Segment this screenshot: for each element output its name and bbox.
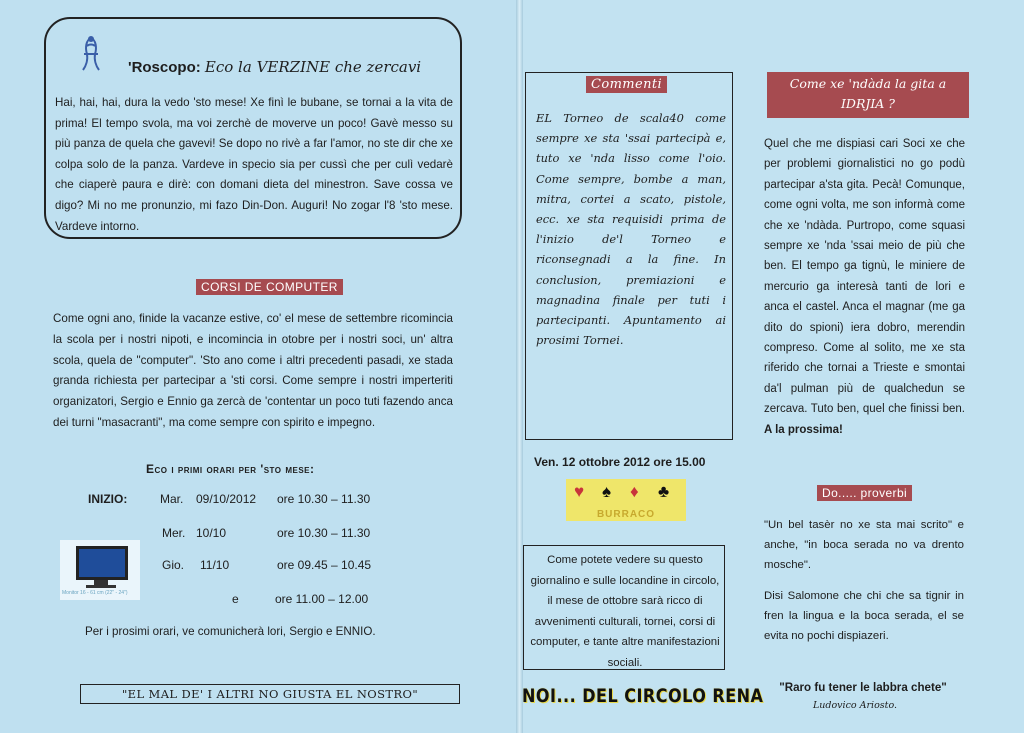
schedule-time: ore 11.00 – 12.00 xyxy=(275,592,369,606)
horoscope-subtitle: Eco la VERZINE che zercavi xyxy=(204,58,422,76)
proverbi-paragraph-1: "Un bel tasèr no xe sta mai scrito" e anche, "in boca serada no va drento mosche". xyxy=(764,519,964,572)
schedule-heading: Eco i primi orari per 'sto mese: xyxy=(146,462,315,476)
horoscope-text: Hai, hai, hai, dura la vedo 'sto mese! Xe finì le bubane, se tornai a la vita de prima! El tempo svola, ma voi zerchè de moverve un poco! Gavè messo su più panza de quela che gavevi! Se dopo no rivè a far l'amor, no ste dir che xe colpa solo de la panza. Vardeve in specio sia per cussì che per culì vedarè che ciaperè paura e dirè: con domani dieta del minestron. Save cossa ve digo? Mi no me pronunzio, mi fazo Din-Don. Auguri! No zogar l'8 'sto mese. Vardeve intorno. xyxy=(55,96,453,233)
schedule-date: e xyxy=(232,592,239,606)
commenti-title: Commenti xyxy=(586,76,667,93)
page-spine xyxy=(516,0,523,733)
schedule-date: 11/10 xyxy=(200,558,230,572)
schedule-day: Gio. xyxy=(162,558,185,572)
event-date: Ven. 12 ottobre 2012 ore 15.00 xyxy=(534,455,706,469)
schedule-start-label: INIZIO: xyxy=(88,492,128,506)
monitor-screen xyxy=(76,546,128,580)
schedule-day: Mer. xyxy=(162,526,186,540)
schedule-date: 09/10/2012 xyxy=(196,492,257,506)
commenti-text: EL Torneo de scala40 come sempre xe sta 'ssai partecipà e, tuto xe 'nda lisso come l'oio. Come sempre, bombe a man, mitra, cortei a scato, pistole, ecc. xe sta requisidi prima de l'inizio de'l Torneo e riconsegnadi a la fine. In conclusion, premiazioni e magnadina finale per tuti i partecipanti. Apuntamento ai prosimi Tornei. xyxy=(536,111,726,348)
virgo-icon xyxy=(78,34,104,76)
burraco-logo xyxy=(566,479,686,521)
club-icon: ♣ xyxy=(658,482,670,501)
heart-icon: ♥ xyxy=(574,482,585,501)
proverbi-title: Do..... proverbi xyxy=(817,485,912,501)
quote-author: Ludovico Ariosto. xyxy=(812,700,898,711)
gita-title: Come xe 'ndàda la gita a IDRJIA ? xyxy=(767,72,969,118)
masthead: NOI... DEL CIRCOLO RENA xyxy=(522,684,764,707)
schedule-day: Mar. xyxy=(160,492,184,506)
corsi-title: CORSI DE COMPUTER xyxy=(196,279,343,295)
proverbi-paragraph-2: Disi Salomone che chi che sa tignir in fren la lingua e la boca serada, el se evita no pochi dispiazeri. xyxy=(764,589,964,643)
schedule-time: ore 10.30 – 11.30 xyxy=(277,492,371,506)
gita-text xyxy=(764,134,965,440)
spade-icon: ♠ xyxy=(602,482,612,501)
monitor-image xyxy=(60,540,140,600)
corsi-text: Come ogni ano, finide la vacanze estive, co' el mese de settembre ricomincia la scola per i nostri nipoti, e incomincia in otobre per i nostri soci, un' altra scola, quela de "computer". 'Sto ano come i altri precedenti pasadi, xe stada granda richiesta per partecipar a 'sti corsi. Come sempre i nostri imperteriti organizatori, Sergio e Ennio ga zercà de 'contentar un poco tuti fazendo anca dei turni "masacranti", ma come sempre con spirito e impegno. xyxy=(53,312,453,429)
horoscope-title xyxy=(128,58,421,76)
diamond-icon: ♦ xyxy=(630,482,639,501)
gita-paragraph: Quel che me dispiasi cari Soci xe che per problemi giornalistici no go podù partecipar a'sta gita. Pecà! Comunque, come ogni volta, me son informà come che xe 'ndàda. Purtropo, come squasi sempre xe 'nda 'ssai meio de più che ben. El tempo ga tignù, le miniere de mercurio ga interesà tanti de lori e anca el castel. Anca el magnar (me ga dito do spioni) iera dobro, merendin compreso. Come al solito, me xe sta riferido che tornai a Trieste e smontai da'l pulman più de qualchedun se zercava. Tuto ben, quel che finissi ben. xyxy=(764,138,965,416)
schedule-time: ore 09.45 – 10.45 xyxy=(277,558,372,572)
motto: "EL MAL DE' I ALTRI NO GIUSTA EL NOSTRO" xyxy=(80,684,460,704)
gita-closing: A la prossima! xyxy=(764,423,843,436)
schedule-time: ore 10.30 – 11.30 xyxy=(277,526,371,540)
schedule-footer: Per i prosimi orari, ve comunicherà lori, Sergio e ENNIO. xyxy=(85,625,376,638)
info-text: Come potete vedere su questo giornalino e sulle locandine in circolo, il mese de ottobre sarà ricco di avvenimenti culturali, tornei, corsi di computer, e tante altre manifestazioni sociali. xyxy=(530,554,720,669)
monitor-base xyxy=(86,585,116,588)
ariosto-quote: "Raro fu tener le labbra chete" xyxy=(779,681,947,694)
proverbi-text xyxy=(764,515,964,646)
monitor-caption: Monitor 16 - 61 cm (22" - 24") xyxy=(62,590,128,596)
horoscope-title-label: 'Roscopo: xyxy=(128,59,201,76)
burraco-label: BURRACO xyxy=(596,509,656,520)
schedule-date: 10/10 xyxy=(196,526,227,540)
